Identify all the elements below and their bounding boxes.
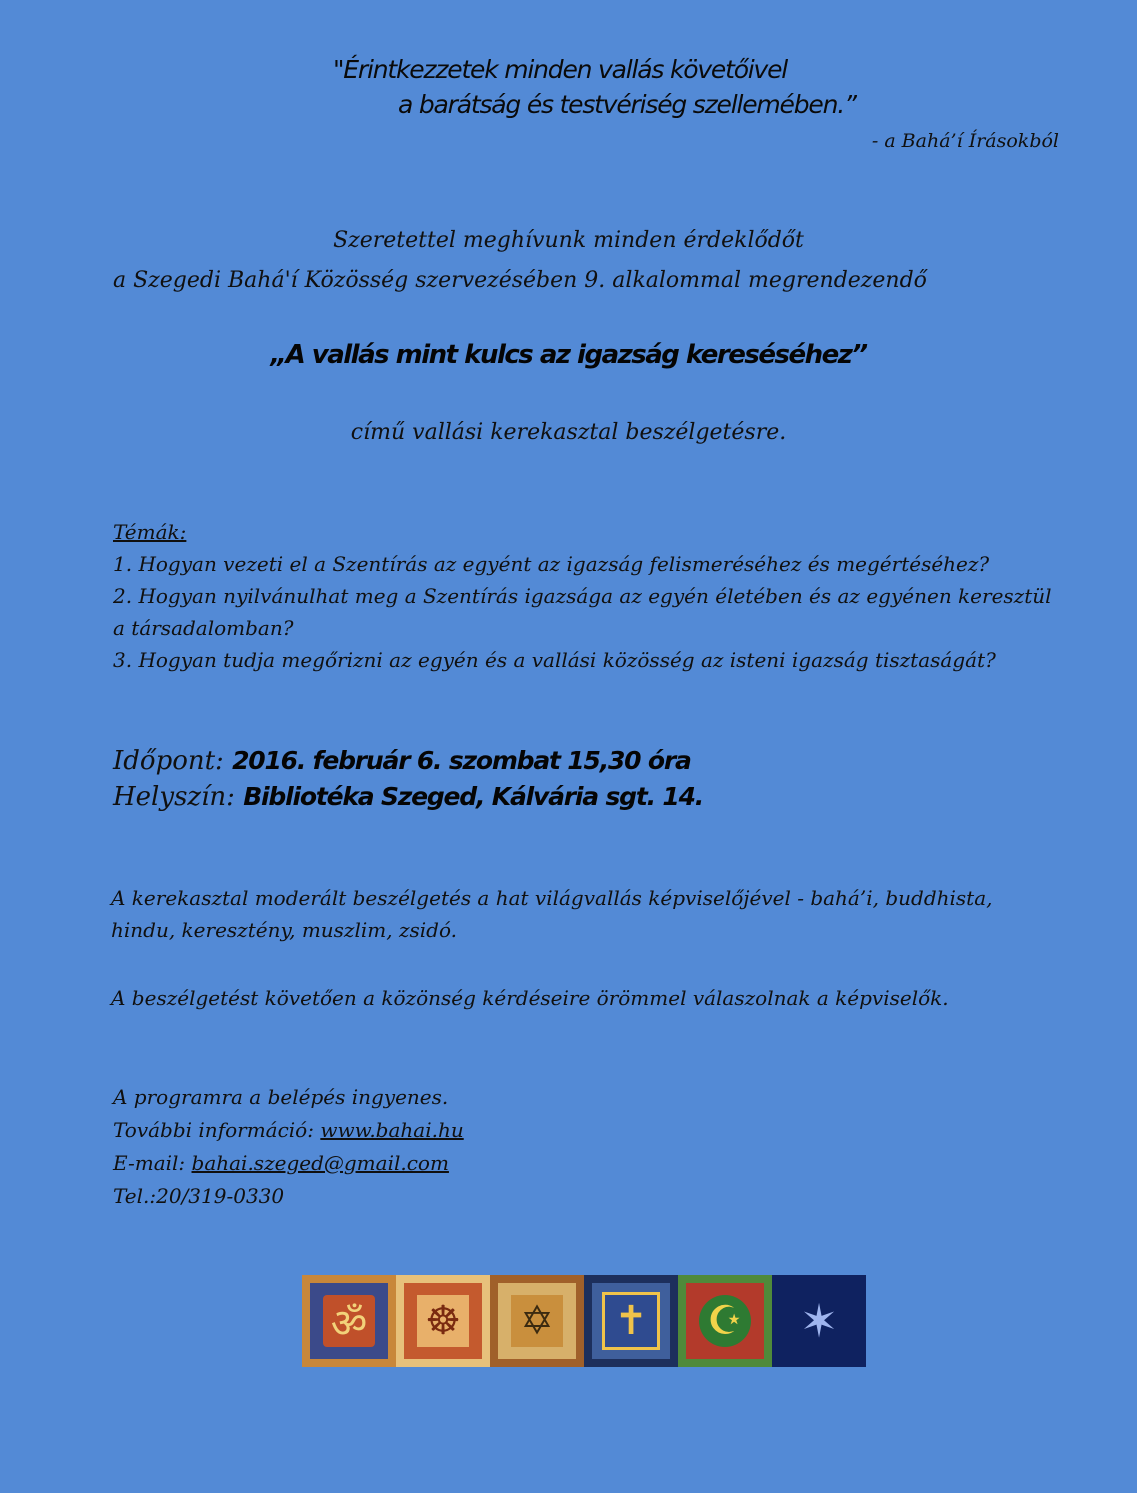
place-row — [113, 779, 703, 815]
followup-paragraph: A beszélgetést követően a közönség kérdéseire örömmel válaszolnak a képviselők. — [111, 986, 949, 1010]
om-symbol-icon — [302, 1275, 396, 1367]
religion-symbols-strip — [302, 1275, 866, 1367]
website-link[interactable]: www.bahai.hu — [320, 1118, 464, 1142]
email-row — [113, 1147, 464, 1180]
bahai-star-glyph: ✶ — [799, 1294, 839, 1348]
schedule-section — [113, 743, 703, 815]
phone-number: Tel.:20/319-0330 — [113, 1184, 285, 1208]
invitation-line-1 — [0, 228, 1137, 253]
invitation-line-2: a Szegedi Bahá'í Közösség szervezésében 9. alkalommal megrendezendő — [113, 268, 927, 293]
buddha-icon — [396, 1275, 490, 1367]
menorah-icon — [490, 1275, 584, 1367]
topic-item: 1. Hogyan vezeti el a Szentírás az egyént az igazság felismeréséhez és megértéséhez? — [113, 552, 990, 576]
description-paragraph — [111, 882, 992, 946]
cross-icon — [584, 1275, 678, 1367]
topics-heading: Témák: — [113, 520, 187, 544]
menorah-glyph: ✡ — [511, 1295, 563, 1347]
buddha-glyph: ☸ — [417, 1295, 469, 1347]
invitation-line-1-text: Szeretettel meghívunk minden érdeklődőt — [333, 228, 804, 253]
website-row — [113, 1114, 464, 1147]
topic-item: 2. Hogyan nyilvánulhat meg a Szentírás igazsága az egyén életében és az egyénen keresztül — [113, 584, 1052, 608]
description-line-1: A kerekasztal moderált beszélgetés a hat világvallás képviselőjével - bahá’i, buddhista, — [111, 886, 993, 910]
bahai-star-icon — [772, 1275, 866, 1367]
topic-item: a társadalomban? — [113, 616, 294, 640]
quote-line-1: "Érintkezzetek minden vallás követőivel — [333, 55, 788, 84]
email-link[interactable]: bahai.szeged@gmail.com — [191, 1151, 449, 1175]
crescent-glyph: ☪ — [699, 1295, 751, 1347]
om-glyph: ॐ — [323, 1295, 375, 1347]
time-label: Időpont: — [113, 746, 224, 776]
place-value: Bibliotéka Szeged, Kálvária sgt. 14. — [243, 782, 704, 811]
event-title: „A vallás mint kulcs az igazság kereséséhez” — [270, 340, 867, 370]
cross-glyph: ✝ — [602, 1292, 660, 1350]
email-label: E-mail: — [113, 1151, 192, 1175]
entry-note: A programra a belépés ingyenes. — [113, 1085, 449, 1109]
topics-section — [113, 516, 1052, 676]
quote-attribution: - a Bahá’í Írásokból — [871, 130, 1059, 152]
website-label: További információ: — [113, 1118, 321, 1142]
description-line-2: hindu, keresztény, muszlim, zsidó. — [111, 918, 457, 942]
time-row — [113, 743, 703, 779]
crescent-icon — [678, 1275, 772, 1367]
topic-item: 3. Hogyan tudja megőrizni az egyén és a vallási közösség az isteni igazság tisztaságát? — [113, 648, 996, 672]
place-label: Helyszín: — [113, 782, 235, 812]
info-section — [113, 1081, 464, 1213]
event-subtitle: című vallási kerekasztal beszélgetésre. — [350, 420, 787, 445]
quote-line-2: a barátság és testvériség szellemében.” — [398, 90, 856, 119]
time-value: 2016. február 6. szombat 15,30 óra — [232, 746, 691, 775]
